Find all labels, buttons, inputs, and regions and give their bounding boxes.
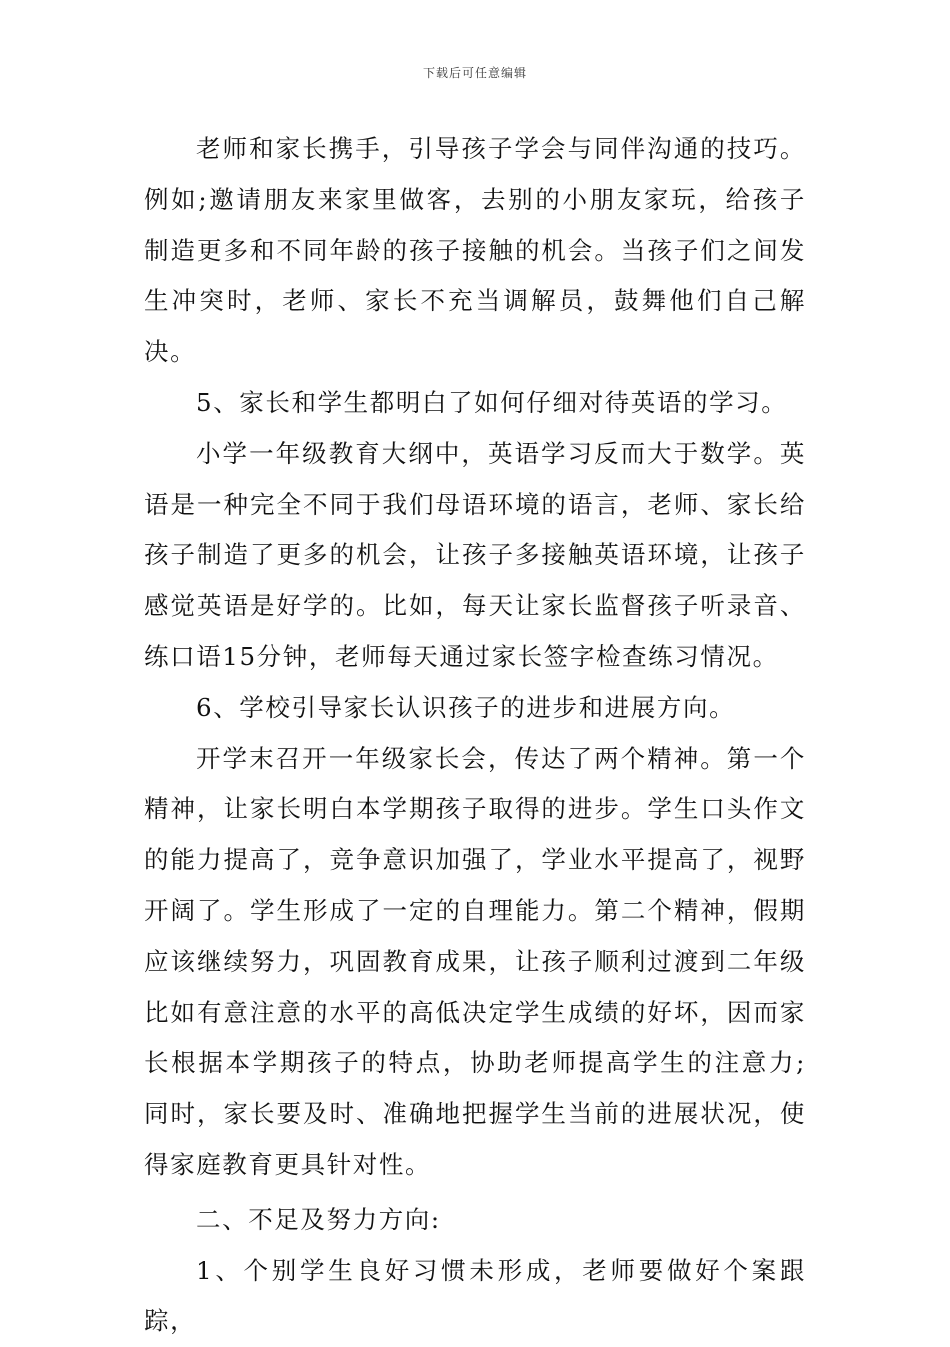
section-heading-shortcomings: 二、不足及努力方向: [196, 1204, 441, 1234]
paragraph-communication-skills: 老师和家长携手，引导孩子学会与同伴沟通的技巧。例如;邀请朋友来家里做客，去别的小朋友家玩，给孩子制造更多和不同年龄的孩子接触的机会。当孩子们之间发生冲突时，老师、家长不充当调解员，鼓舞他们自己解决。 [144, 134, 806, 367]
paragraph-parent-meeting: 开学末召开一年级家长会，传达了两个精神。第一个精神，让家长明白本学期孩子取得的进步。学生口头作文的能力提高了，竞争意识加强了，学业水平提高了，视野开阔了。学生形成了一定的自理能力。第二个精神，假期应该继续努力，巩固教育成果，让孩子顺利过渡到二年级比如有意注意的水平的高低决定学生成绩的好坏，因而家长根据本学期孩子的特点，协助老师提高学生的注意力;同时，家长要及时、准确地把握学生当前的进展状况，使得家庭教育更具针对性。 [144, 743, 806, 1179]
page-header-note: 下载后可任意编辑 [422, 66, 527, 80]
paragraph-item-1-habits: 1、个别学生良好习惯未形成，老师要做好个案跟踪， [144, 1255, 806, 1336]
paragraph-english-learning: 小学一年级教育大纲中，英语学习反而大于数学。英语是一种完全不同于我们母语环境的语言，老师、家长给孩子制造了更多的机会，让孩子多接触英语环境，让孩子感觉英语是好学的。比如，每天让家长监督孩子听录音、练口语15分钟，老师每天通过家长签字检查练习情况。 [144, 438, 806, 671]
paragraph-item-6-heading: 6、学校引导家长认识孩子的进步和进展方向。 [196, 692, 736, 722]
paragraph-item-5-heading: 5、家长和学生都明白了如何仔细对待英语的学习。 [196, 387, 788, 417]
document-body [144, 124, 806, 1347]
